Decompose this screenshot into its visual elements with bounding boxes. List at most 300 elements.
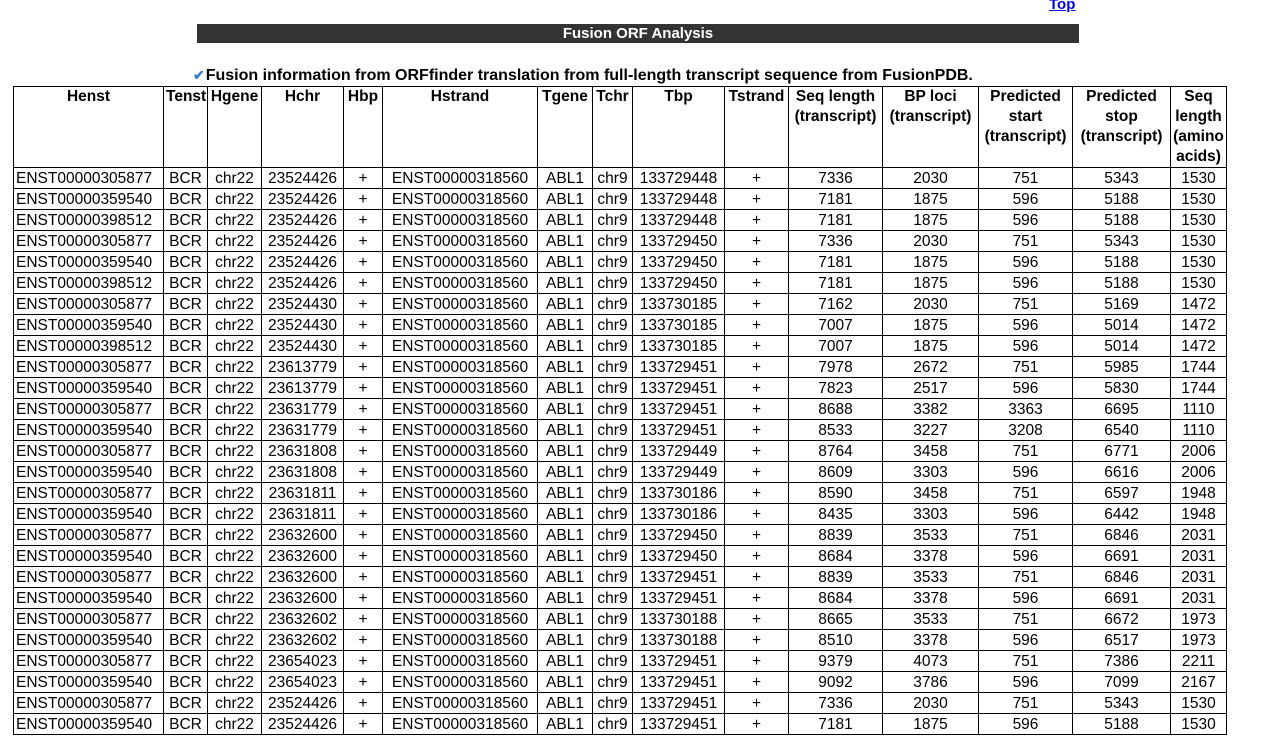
table-cell: BCR	[164, 168, 208, 189]
table-cell: ABL1	[538, 294, 593, 315]
table-cell: 7336	[789, 693, 883, 714]
table-cell: 133729450	[633, 546, 725, 567]
table-cell: +	[344, 231, 383, 252]
table-cell: BCR	[164, 231, 208, 252]
table-row	[14, 651, 1227, 672]
table-cell: +	[344, 168, 383, 189]
table-cell: 23524430	[262, 294, 344, 315]
table-cell: +	[725, 630, 789, 651]
table-cell: chr9	[593, 189, 633, 210]
table-cell: ABL1	[538, 483, 593, 504]
table-cell: +	[344, 546, 383, 567]
table-cell: 1875	[883, 315, 979, 336]
table-cell: 1530	[1171, 714, 1227, 735]
table-cell: 3363	[979, 399, 1073, 420]
table-row	[14, 210, 1227, 231]
table-cell: 133729448	[633, 210, 725, 231]
table-cell: BCR	[164, 189, 208, 210]
table-cell: BCR	[164, 609, 208, 630]
table-cell: ENST00000318560	[383, 273, 538, 294]
table-cell: BCR	[164, 252, 208, 273]
table-cell: chr9	[593, 231, 633, 252]
table-cell: chr22	[208, 588, 262, 609]
table-cell: chr9	[593, 483, 633, 504]
table-cell: 3786	[883, 672, 979, 693]
table-cell: chr9	[593, 504, 633, 525]
table-cell: chr22	[208, 483, 262, 504]
table-cell: BCR	[164, 483, 208, 504]
table-cell: 133730188	[633, 609, 725, 630]
table-cell: +	[725, 399, 789, 420]
table-cell: ENST00000318560	[383, 399, 538, 420]
column-header: Tgene	[538, 87, 593, 168]
table-cell: 7823	[789, 378, 883, 399]
table-cell: 7007	[789, 336, 883, 357]
table-cell: 1875	[883, 252, 979, 273]
table-cell: 8684	[789, 588, 883, 609]
table-cell: +	[344, 399, 383, 420]
table-row	[14, 546, 1227, 567]
table-cell: +	[344, 252, 383, 273]
table-cell: ABL1	[538, 336, 593, 357]
table-cell: 8688	[789, 399, 883, 420]
table-cell: ABL1	[538, 567, 593, 588]
table-cell: chr9	[593, 357, 633, 378]
table-cell: chr9	[593, 273, 633, 294]
table-cell: 133729450	[633, 231, 725, 252]
table-cell: 7978	[789, 357, 883, 378]
table-cell: chr22	[208, 231, 262, 252]
table-cell: 1530	[1171, 168, 1227, 189]
table-cell: 1530	[1171, 693, 1227, 714]
table-cell: 3533	[883, 567, 979, 588]
table-cell: chr9	[593, 546, 633, 567]
table-cell: ENST00000318560	[383, 378, 538, 399]
table-row	[14, 378, 1227, 399]
table-cell: 596	[979, 714, 1073, 735]
table-cell: +	[344, 189, 383, 210]
table-cell: 8839	[789, 567, 883, 588]
table-cell: 1875	[883, 273, 979, 294]
table-cell: 8609	[789, 462, 883, 483]
table-cell: 596	[979, 378, 1073, 399]
table-cell: chr9	[593, 567, 633, 588]
table-cell: chr9	[593, 378, 633, 399]
table-cell: ENST00000318560	[383, 441, 538, 462]
table-cell: 133729451	[633, 420, 725, 441]
table-cell: 23631811	[262, 483, 344, 504]
table-cell: 3378	[883, 588, 979, 609]
table-cell: ENST00000359540	[14, 378, 164, 399]
table-cell: chr22	[208, 420, 262, 441]
table-cell: 5014	[1073, 315, 1171, 336]
top-link[interactable]: Top	[1049, 0, 1076, 13]
table-cell: chr22	[208, 609, 262, 630]
table-cell: ENST00000305877	[14, 441, 164, 462]
fusion-orf-table	[13, 86, 1227, 735]
table-cell: 3382	[883, 399, 979, 420]
table-cell: 5188	[1073, 210, 1171, 231]
table-cell: 23654023	[262, 651, 344, 672]
table-row	[14, 315, 1227, 336]
table-cell: 5188	[1073, 714, 1171, 735]
table-cell: 5188	[1073, 189, 1171, 210]
table-cell: 751	[979, 609, 1073, 630]
table-cell: ENST00000305877	[14, 399, 164, 420]
table-cell: 1110	[1171, 399, 1227, 420]
table-cell: +	[725, 546, 789, 567]
table-cell: 23524430	[262, 336, 344, 357]
table-cell: ENST00000318560	[383, 168, 538, 189]
table-cell: 596	[979, 210, 1073, 231]
table-cell: ABL1	[538, 420, 593, 441]
table-cell: 5343	[1073, 693, 1171, 714]
table-cell: 1472	[1171, 336, 1227, 357]
table-cell: chr22	[208, 294, 262, 315]
table-cell: ENST00000318560	[383, 231, 538, 252]
table-cell: chr22	[208, 252, 262, 273]
table-cell: 133729448	[633, 168, 725, 189]
table-cell: 133730186	[633, 483, 725, 504]
column-header: Henst	[14, 87, 164, 168]
table-cell: +	[344, 714, 383, 735]
table-cell: +	[344, 294, 383, 315]
table-cell: ABL1	[538, 588, 593, 609]
table-cell: ABL1	[538, 399, 593, 420]
table-row	[14, 231, 1227, 252]
table-cell: ENST00000318560	[383, 252, 538, 273]
table-cell: +	[725, 525, 789, 546]
table-cell: BCR	[164, 525, 208, 546]
table-cell: 1875	[883, 189, 979, 210]
table-cell: ABL1	[538, 630, 593, 651]
table-cell: chr9	[593, 210, 633, 231]
table-cell: ABL1	[538, 168, 593, 189]
table-row	[14, 462, 1227, 483]
table-row	[14, 189, 1227, 210]
table-cell: 3303	[883, 462, 979, 483]
table-header-row	[14, 87, 1227, 168]
table-cell: +	[725, 315, 789, 336]
table-cell: +	[725, 378, 789, 399]
table-row	[14, 399, 1227, 420]
section-title: Fusion ORF Analysis	[197, 24, 1079, 43]
table-cell: chr9	[593, 609, 633, 630]
table-cell: +	[725, 357, 789, 378]
table-cell: ENST00000398512	[14, 336, 164, 357]
table-cell: 7336	[789, 231, 883, 252]
table-cell: chr22	[208, 336, 262, 357]
table-cell: 23631811	[262, 504, 344, 525]
table-cell: ABL1	[538, 231, 593, 252]
table-cell: 7181	[789, 714, 883, 735]
table-cell: 6691	[1073, 546, 1171, 567]
table-cell: 1973	[1171, 630, 1227, 651]
table-cell: chr22	[208, 273, 262, 294]
table-cell: +	[725, 189, 789, 210]
table-cell: chr22	[208, 693, 262, 714]
table-cell: +	[344, 525, 383, 546]
table-cell: 596	[979, 630, 1073, 651]
table-cell: 3378	[883, 546, 979, 567]
table-cell: chr9	[593, 315, 633, 336]
column-header: Hstrand	[383, 87, 538, 168]
table-cell: +	[725, 420, 789, 441]
table-cell: +	[725, 714, 789, 735]
table-cell: +	[344, 441, 383, 462]
table-cell: 8684	[789, 546, 883, 567]
table-body	[14, 168, 1227, 735]
table-cell: ENST00000305877	[14, 567, 164, 588]
table-cell: 2006	[1171, 462, 1227, 483]
table-cell: 596	[979, 252, 1073, 273]
table-cell: chr22	[208, 315, 262, 336]
table-cell: 23524426	[262, 693, 344, 714]
table-cell: chr22	[208, 546, 262, 567]
table-cell: 7007	[789, 315, 883, 336]
table-cell: 751	[979, 168, 1073, 189]
table-cell: +	[725, 231, 789, 252]
table-cell: 133730185	[633, 294, 725, 315]
table-row	[14, 714, 1227, 735]
check-icon: ✔	[193, 67, 205, 83]
table-row	[14, 420, 1227, 441]
table-cell: ABL1	[538, 189, 593, 210]
table-cell: 596	[979, 672, 1073, 693]
table-cell: chr22	[208, 651, 262, 672]
table-cell: +	[725, 462, 789, 483]
table-cell: 2030	[883, 231, 979, 252]
table-cell: +	[344, 609, 383, 630]
table-cell: ENST00000305877	[14, 693, 164, 714]
table-row	[14, 567, 1227, 588]
table-cell: 23632600	[262, 525, 344, 546]
table-cell: BCR	[164, 210, 208, 231]
table-cell: BCR	[164, 567, 208, 588]
table-cell: 1744	[1171, 378, 1227, 399]
table-cell: ENST00000359540	[14, 672, 164, 693]
table-cell: 596	[979, 462, 1073, 483]
table-cell: 7181	[789, 273, 883, 294]
column-header: Tchr	[593, 87, 633, 168]
table-cell: 2030	[883, 168, 979, 189]
table-cell: 5188	[1073, 252, 1171, 273]
table-cell: +	[344, 630, 383, 651]
table-cell: 2517	[883, 378, 979, 399]
table-cell: +	[344, 336, 383, 357]
table-cell: 133729448	[633, 189, 725, 210]
table-cell: 3208	[979, 420, 1073, 441]
table-cell: 1530	[1171, 189, 1227, 210]
table-cell: 133729450	[633, 273, 725, 294]
table-cell: BCR	[164, 504, 208, 525]
table-cell: ENST00000305877	[14, 231, 164, 252]
table-cell: BCR	[164, 651, 208, 672]
table-cell: chr9	[593, 294, 633, 315]
table-cell: 23524426	[262, 210, 344, 231]
table-cell: 23524430	[262, 315, 344, 336]
table-cell: 1530	[1171, 252, 1227, 273]
table-cell: ENST00000318560	[383, 630, 538, 651]
table-cell: ABL1	[538, 357, 593, 378]
table-cell: 6695	[1073, 399, 1171, 420]
column-header: Seq length (amino acids)	[1171, 87, 1227, 168]
table-cell: chr9	[593, 525, 633, 546]
table-cell: 6846	[1073, 567, 1171, 588]
table-cell: ENST00000305877	[14, 483, 164, 504]
table-cell: 2167	[1171, 672, 1227, 693]
column-header: Hgene	[208, 87, 262, 168]
table-cell: 1530	[1171, 273, 1227, 294]
table-cell: 751	[979, 294, 1073, 315]
table-cell: 133729451	[633, 714, 725, 735]
table-cell: +	[344, 588, 383, 609]
table-cell: 6517	[1073, 630, 1171, 651]
table-cell: 133729451	[633, 651, 725, 672]
table-cell: 5343	[1073, 168, 1171, 189]
table-cell: +	[725, 210, 789, 231]
table-cell: 3458	[883, 483, 979, 504]
table-cell: ENST00000318560	[383, 693, 538, 714]
table-cell: +	[344, 420, 383, 441]
table-cell: 3378	[883, 630, 979, 651]
table-cell: 23632602	[262, 609, 344, 630]
table-cell: 6771	[1073, 441, 1171, 462]
table-cell: 133729451	[633, 378, 725, 399]
table-cell: +	[344, 504, 383, 525]
table-cell: ENST00000305877	[14, 609, 164, 630]
table-cell: BCR	[164, 315, 208, 336]
column-header: Predicted start (transcript)	[979, 87, 1073, 168]
table-cell: ENST00000318560	[383, 504, 538, 525]
table-cell: +	[344, 462, 383, 483]
table-row	[14, 483, 1227, 504]
table-cell: 1875	[883, 210, 979, 231]
table-cell: chr9	[593, 399, 633, 420]
table-cell: 751	[979, 693, 1073, 714]
table-cell: 8510	[789, 630, 883, 651]
table-cell: 6616	[1073, 462, 1171, 483]
table-cell: ENST00000318560	[383, 714, 538, 735]
table-cell: ABL1	[538, 672, 593, 693]
table-cell: ENST00000318560	[383, 294, 538, 315]
table-cell: 8590	[789, 483, 883, 504]
table-cell: 8665	[789, 609, 883, 630]
table-cell: ABL1	[538, 210, 593, 231]
table-cell: BCR	[164, 294, 208, 315]
table-cell: 2672	[883, 357, 979, 378]
table-cell: 2030	[883, 294, 979, 315]
table-cell: chr9	[593, 672, 633, 693]
table-cell: ENST00000318560	[383, 189, 538, 210]
table-cell: +	[344, 315, 383, 336]
table-cell: 6540	[1073, 420, 1171, 441]
table-cell: ENST00000318560	[383, 483, 538, 504]
table-cell: ENST00000359540	[14, 420, 164, 441]
table-cell: ENST00000398512	[14, 210, 164, 231]
table-cell: 5188	[1073, 273, 1171, 294]
table-cell: ABL1	[538, 693, 593, 714]
table-cell: BCR	[164, 693, 208, 714]
table-cell: ENST00000305877	[14, 357, 164, 378]
table-cell: ENST00000318560	[383, 672, 538, 693]
column-header: BP loci (transcript)	[883, 87, 979, 168]
table-cell: ENST00000359540	[14, 504, 164, 525]
table-row	[14, 525, 1227, 546]
table-row	[14, 609, 1227, 630]
table-cell: 2031	[1171, 567, 1227, 588]
table-cell: 23654023	[262, 672, 344, 693]
table-cell: 7099	[1073, 672, 1171, 693]
table-cell: 751	[979, 441, 1073, 462]
table-row	[14, 294, 1227, 315]
table-cell: +	[344, 567, 383, 588]
table-cell: +	[344, 672, 383, 693]
table-cell: 3458	[883, 441, 979, 462]
table-cell: +	[725, 672, 789, 693]
table-cell: +	[344, 651, 383, 672]
table-cell: chr22	[208, 504, 262, 525]
table-cell: 1530	[1171, 231, 1227, 252]
table-cell: 133729450	[633, 525, 725, 546]
table-cell: BCR	[164, 399, 208, 420]
table-row	[14, 504, 1227, 525]
table-cell: 23524426	[262, 273, 344, 294]
table-cell: 2031	[1171, 588, 1227, 609]
table-cell: 23631808	[262, 441, 344, 462]
table-cell: chr22	[208, 525, 262, 546]
table-cell: 596	[979, 336, 1073, 357]
table-cell: 2006	[1171, 441, 1227, 462]
table-cell: 23524426	[262, 714, 344, 735]
table-cell: 751	[979, 525, 1073, 546]
table-cell: +	[725, 252, 789, 273]
table-cell: ENST00000305877	[14, 168, 164, 189]
table-cell: chr9	[593, 441, 633, 462]
table-cell: chr22	[208, 462, 262, 483]
table-cell: ENST00000398512	[14, 273, 164, 294]
table-cell: 133729451	[633, 357, 725, 378]
table-cell: BCR	[164, 273, 208, 294]
table-cell: BCR	[164, 630, 208, 651]
table-cell: 5830	[1073, 378, 1171, 399]
info-line	[193, 66, 973, 85]
table-cell: ENST00000359540	[14, 462, 164, 483]
table-cell: 8533	[789, 420, 883, 441]
table-row	[14, 672, 1227, 693]
column-header: Tenst	[164, 87, 208, 168]
table-cell: 751	[979, 483, 1073, 504]
table-cell: 133729451	[633, 693, 725, 714]
table-cell: BCR	[164, 441, 208, 462]
table-cell: BCR	[164, 714, 208, 735]
table-cell: chr22	[208, 399, 262, 420]
table-cell: 751	[979, 357, 1073, 378]
table-cell: 5985	[1073, 357, 1171, 378]
table-cell: 23524426	[262, 168, 344, 189]
table-cell: 6442	[1073, 504, 1171, 525]
table-cell: ABL1	[538, 441, 593, 462]
table-cell: 1875	[883, 714, 979, 735]
table-cell: 8764	[789, 441, 883, 462]
table-cell: ABL1	[538, 609, 593, 630]
table-cell: 133729449	[633, 462, 725, 483]
table-cell: 596	[979, 189, 1073, 210]
table-cell: +	[344, 378, 383, 399]
table-cell: 2031	[1171, 525, 1227, 546]
info-text: Fusion information from ORFfinder translation from full-length transcript sequence from FusionPDB.	[205, 67, 973, 84]
table-cell: 23631779	[262, 420, 344, 441]
